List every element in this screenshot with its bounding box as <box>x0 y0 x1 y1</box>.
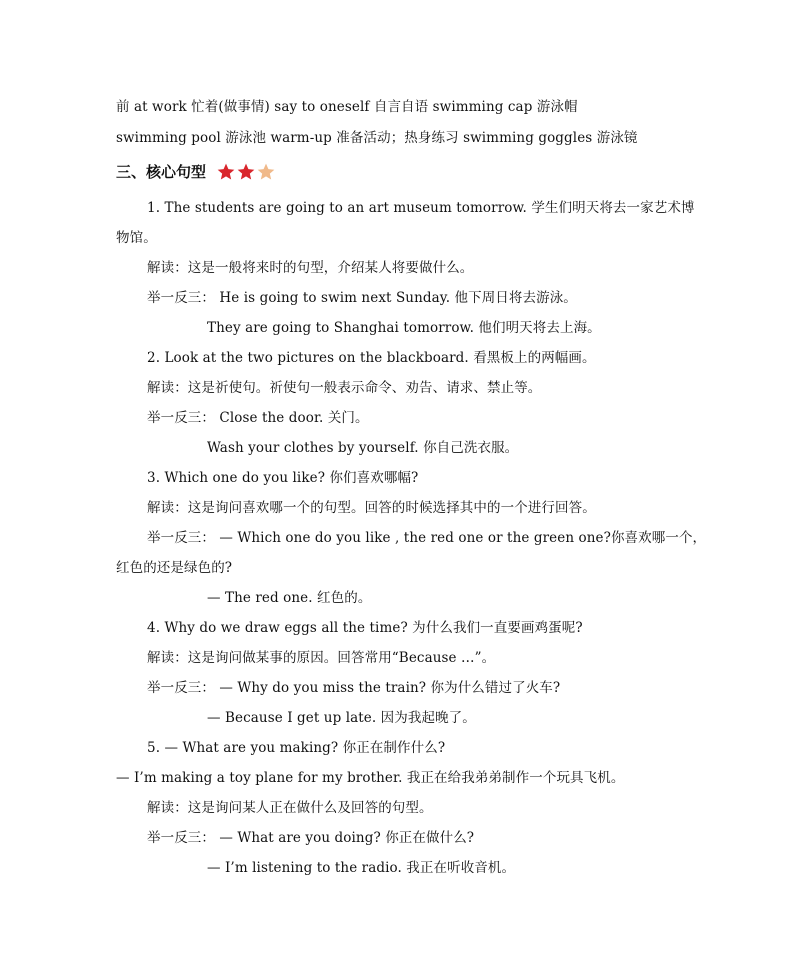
example-4a: 举一反三： — Why do you miss the train? 你为什么错过了火车? <box>147 680 561 696</box>
example-1b: They are going to Shanghai tomorrow. 他们明天将去上海。 <box>207 320 601 336</box>
sentence-1-cont: 物馆。 <box>116 230 157 246</box>
explanation-1: 解读：这是一般将来时的句型，介绍某人将要做什么。 <box>147 260 474 276</box>
section-title: 三、核心句型 <box>116 163 207 181</box>
example-1a: 举一反三： He is going to swim next Sunday. 他下周日将去游泳。 <box>147 290 577 306</box>
section-heading <box>116 161 276 183</box>
explanation-4: 解读：这是询问做某事的原因。回答常用“Because …”。 <box>147 650 496 666</box>
star-faded-icon <box>256 162 276 182</box>
sentence-2: 2. Look at the two pictures on the blackboard. 看黑板上的两幅画。 <box>147 350 596 366</box>
example-4b: — Because I get up late. 因为我起晚了。 <box>207 710 476 726</box>
sentence-5: 5. — What are you making? 你正在制作什么? <box>147 740 446 756</box>
vocab-line-2: swimming pool 游泳池 warm-up 准备活动；热身练习 swimming goggles 游泳镜 <box>116 130 638 146</box>
explanation-5: 解读：这是询问某人正在做什么及回答的句型。 <box>147 800 433 816</box>
sentence-5-answer: — I’m making a toy plane for my brother. 我正在给我弟弟制作一个玩具飞机。 <box>116 770 625 786</box>
star-full-icon <box>216 162 236 182</box>
example-3b: — The red one. 红色的。 <box>207 590 372 606</box>
sentence-4: 4. Why do we draw eggs all the time? 为什么我们一直要画鸡蛋呢? <box>147 620 583 636</box>
example-5b: — I’m listening to the radio. 我正在听收音机。 <box>207 860 516 876</box>
star-full-icon <box>236 162 256 182</box>
explanation-2: 解读：这是祈使句。祈使句一般表示命令、劝告、请求、禁止等。 <box>147 380 542 396</box>
rating-stars <box>216 162 276 182</box>
sentence-3: 3. Which one do you like? 你们喜欢哪幅? <box>147 470 419 486</box>
example-3a-cont: 红色的还是绿色的? <box>116 560 233 576</box>
example-5a: 举一反三： — What are you doing? 你正在做什么? <box>147 830 475 846</box>
explanation-3: 解读：这是询问喜欢哪一个的句型。回答的时候选择其中的一个进行回答。 <box>147 500 596 516</box>
sentence-1: 1. The students are going to an art museum tomorrow. 学生们明天将去一家艺术博 <box>147 200 695 216</box>
example-3a: 举一反三： — Which one do you like , the red one or the green one?你喜欢哪一个， <box>147 530 707 546</box>
example-2b: Wash your clothes by yourself. 你自己洗衣服。 <box>207 440 519 456</box>
vocab-line-1: 前 at work 忙着(做事情) say to oneself 自言自语 swimming cap 游泳帽 <box>116 99 578 115</box>
example-2a: 举一反三： Close the door. 关门。 <box>147 410 369 426</box>
